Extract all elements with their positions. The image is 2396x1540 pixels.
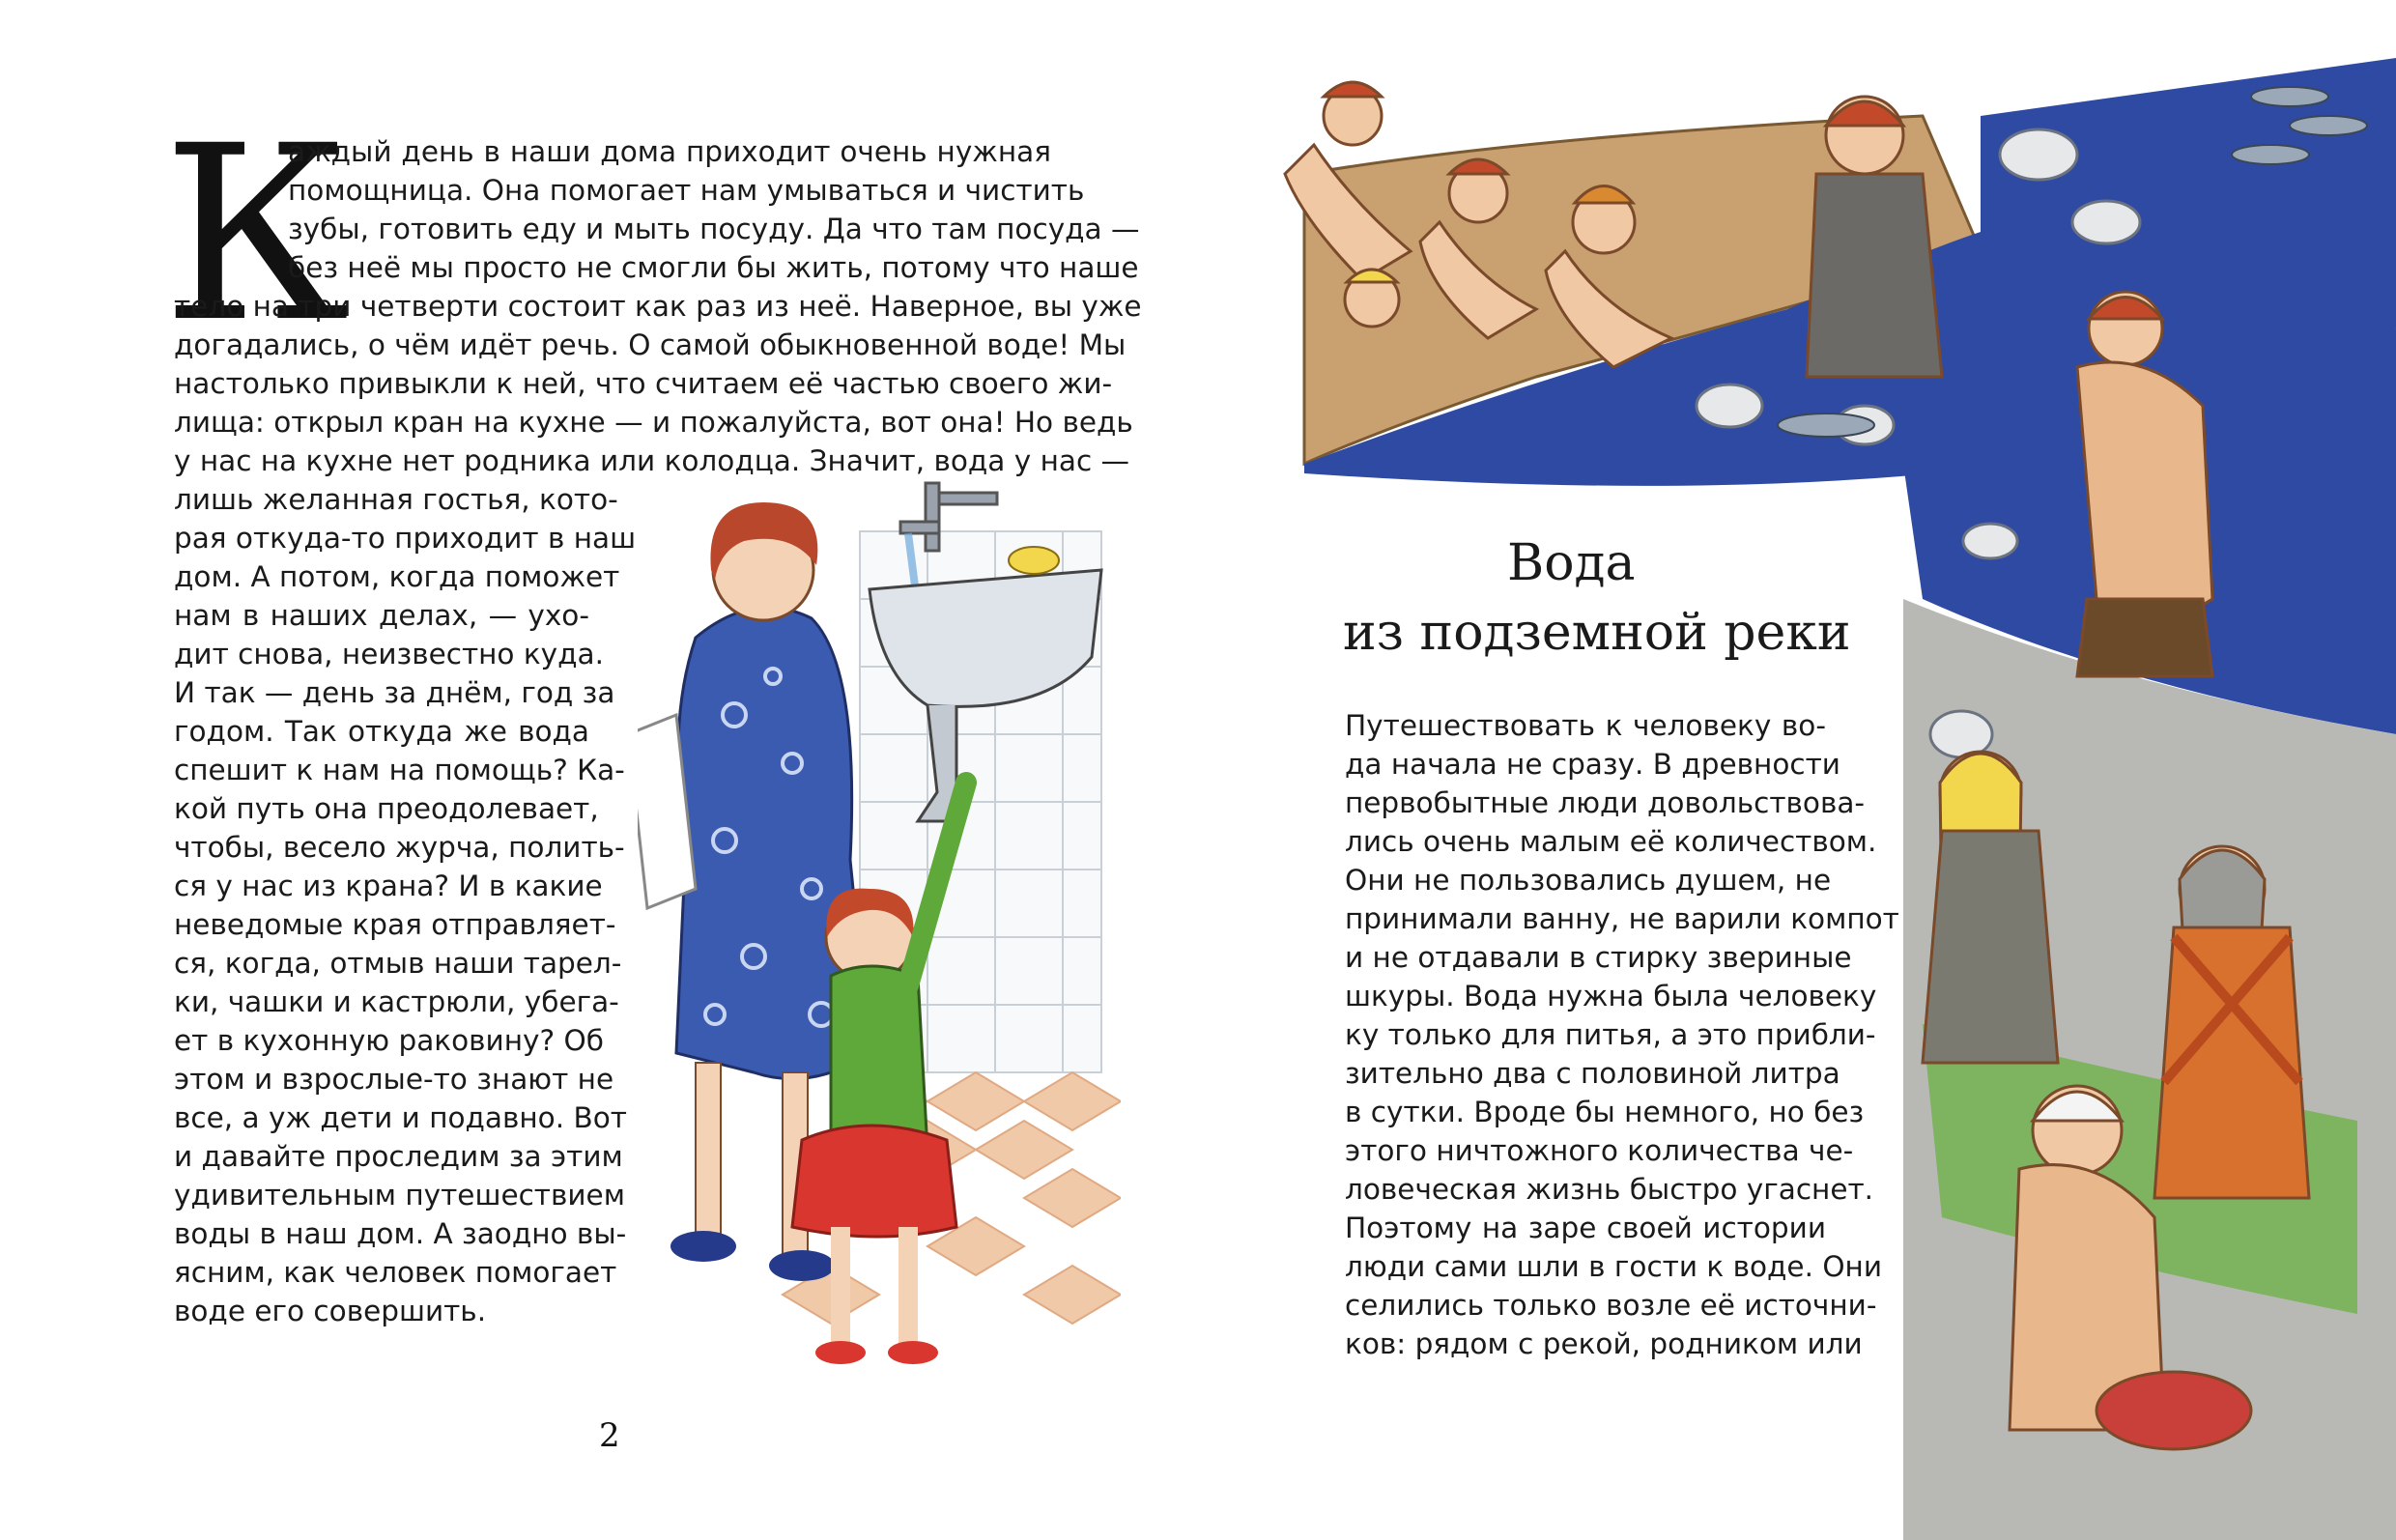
page-number: 2 bbox=[599, 1416, 620, 1455]
text-line: ет в кухонную раковину? Об bbox=[174, 1024, 604, 1057]
text-line: настолько привыкли к ней, что считаем её частью своего жи- bbox=[174, 367, 1113, 400]
text-line: ков: рядом с рекой, родником или bbox=[1345, 1327, 1863, 1360]
text-line: лишь желанная гостья, кото- bbox=[174, 483, 618, 516]
text-line: аждый день в наши дома приходит очень нужная bbox=[288, 135, 1051, 168]
heading-line-2: из подземной реки bbox=[1343, 604, 1851, 662]
drop-cap: К bbox=[162, 94, 350, 375]
text-line: дом. А потом, когда поможет bbox=[174, 560, 620, 593]
illustration-mother-girl-sink bbox=[638, 473, 1121, 1420]
text-line: ловеческая жизнь быстро угаснет. bbox=[1345, 1173, 1874, 1206]
text-line: нам в наших делах, — ухо- bbox=[174, 599, 589, 632]
text-line: догадались, о чём идёт речь. О самой обыкновенной воде! Мы bbox=[174, 328, 1127, 361]
text-line: чтобы, весело журча, полить- bbox=[174, 831, 625, 864]
text-line: да начала не сразу. В древности bbox=[1345, 748, 1840, 781]
text-line: рая откуда-то приходит в наш bbox=[174, 522, 637, 555]
text-line: зубы, готовить еду и мыть посуду. Да что там посуда — bbox=[288, 213, 1140, 245]
text-line: удивительным путешествием bbox=[174, 1179, 625, 1212]
text-line: лись очень малым её количеством. bbox=[1345, 825, 1877, 858]
text-line: лища: открыл кран на кухне — и пожалуйста, вот она! Но ведь bbox=[174, 406, 1133, 439]
text-line: селились только возле её источни- bbox=[1345, 1289, 1877, 1322]
text-line: принимали ванну, не варили компот bbox=[1345, 902, 1899, 935]
text-line: зительно два с половиной литра bbox=[1345, 1057, 1840, 1090]
text-line: ясним, как человек помогает bbox=[174, 1256, 617, 1289]
text-line: и не отдавали в стирку звериные bbox=[1345, 941, 1852, 974]
text-line: ся у нас из крана? И в какие bbox=[174, 870, 603, 902]
text-line: этого ничтожного количества че- bbox=[1345, 1134, 1854, 1167]
text-line: кой путь она преодолевает, bbox=[174, 792, 599, 825]
text-line: тело на три четверти состоит как раз из неё. Наверное, вы уже bbox=[174, 290, 1142, 323]
text-line: этом и взрослые-то знают не bbox=[174, 1063, 614, 1096]
text-line: без неё мы просто не смогли бы жить, потому что наше bbox=[288, 251, 1139, 284]
text-line: ку только для питья, а это прибли- bbox=[1345, 1018, 1876, 1051]
text-line: Они не пользовались душем, не bbox=[1345, 864, 1832, 897]
text-line: помощница. Она помогает нам умываться и чистить bbox=[288, 174, 1085, 207]
heading-line-1: Вода bbox=[1507, 534, 1636, 592]
text-line: И так — день за днём, год за bbox=[174, 676, 615, 709]
text-line: у нас на кухне нет родника или колодца. Значит, вода у нас — bbox=[174, 444, 1130, 477]
text-line: ся, когда, отмыв наши тарел- bbox=[174, 947, 622, 980]
text-line: воды в наш дом. А заодно вы- bbox=[174, 1217, 627, 1250]
text-line: ки, чашки и кастрюли, убега- bbox=[174, 985, 619, 1018]
text-line: шкуры. Вода нужна была человеку bbox=[1345, 980, 1877, 1012]
text-line: первобытные люди довольствова- bbox=[1345, 786, 1866, 819]
text-line: годом. Так откуда же вода bbox=[174, 715, 589, 748]
text-line: Поэтому на заре своей истории bbox=[1345, 1212, 1826, 1244]
text-line: все, а уж дети и подавно. Вот bbox=[174, 1101, 627, 1134]
text-line: спешит к нам на помощь? Ка- bbox=[174, 754, 625, 786]
text-line: люди сами шли в гости к воде. Они bbox=[1345, 1250, 1883, 1283]
text-line: неведомые края отправляет- bbox=[174, 908, 616, 941]
text-line: воде его совершить. bbox=[174, 1295, 487, 1327]
text-line: дит снова, неизвестно куда. bbox=[174, 638, 604, 670]
text-line: Путешествовать к человеку во- bbox=[1345, 709, 1826, 742]
text-line: в сутки. Вроде бы немного, но без bbox=[1345, 1096, 1865, 1128]
text-line: и давайте проследим за этим bbox=[174, 1140, 623, 1173]
